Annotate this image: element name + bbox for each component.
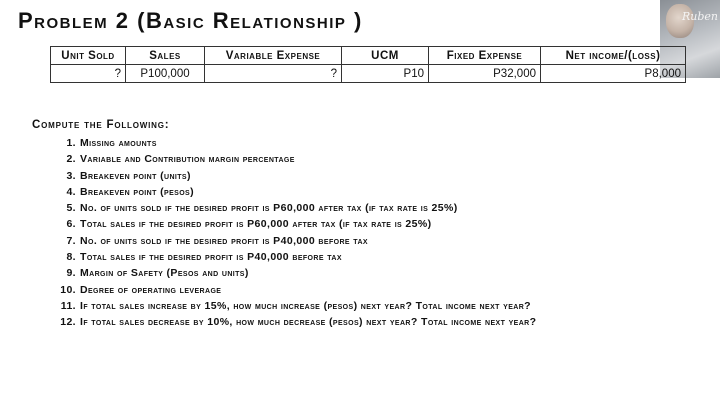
header-variable-expense: Variable Expense	[205, 47, 342, 65]
task-text: If total sales decrease by 10%, how much decrease (pesos) next year? Total income next year?	[80, 316, 537, 329]
table-header-row	[51, 47, 686, 65]
task-list	[58, 135, 698, 331]
task-number: 10.	[60, 283, 76, 296]
header-net-income: Net income/(loss)	[541, 47, 686, 65]
task-text: Breakeven point (units)	[80, 169, 191, 182]
task-text: Degree of operating leverage	[80, 283, 222, 296]
compute-heading: Compute the Following:	[32, 119, 170, 131]
list-item	[58, 233, 698, 249]
task-number: 2.	[66, 153, 76, 166]
task-text: Missing amounts	[80, 137, 157, 149]
list-item	[58, 282, 698, 298]
task-number: 12.	[60, 316, 76, 329]
list-item	[58, 265, 698, 281]
cell-variable-expense: ?	[205, 65, 342, 83]
table-row	[51, 65, 686, 83]
list-item	[58, 216, 698, 232]
task-text: No. of units sold if the desired profit is P60,000 after tax (if tax rate is 25%)	[80, 202, 458, 215]
cell-net-income: P8,000	[541, 65, 686, 83]
task-number: 5.	[66, 202, 76, 215]
list-item	[58, 151, 698, 167]
task-text: Total sales if the desired profit is P60,000 after tax (if tax rate is 25%)	[80, 218, 432, 231]
cell-ucm: P10	[342, 65, 429, 83]
list-item	[58, 314, 698, 330]
list-item	[58, 168, 698, 184]
header-ucm: UCM	[342, 47, 429, 65]
task-number: 1.	[66, 137, 76, 149]
list-item	[58, 184, 698, 200]
task-text: Margin of Safety (Pesos and units)	[80, 267, 249, 280]
list-item	[58, 200, 698, 216]
task-text: Variable and Contribution margin percentage	[80, 153, 295, 166]
list-item	[58, 135, 698, 151]
task-text: Breakeven point (pesos)	[80, 185, 195, 198]
task-text: Total sales if the desired profit is P40,000 before tax	[80, 251, 342, 264]
slide-title: Problem 2 (Basic Relationship )	[18, 8, 363, 33]
task-number: 6.	[66, 218, 76, 231]
header-unit-sold: Unit Sold	[51, 47, 126, 65]
task-number: 3.	[66, 169, 76, 182]
list-item	[58, 249, 698, 265]
cell-sales: P100,000	[126, 65, 205, 83]
task-number: 4.	[66, 185, 76, 198]
cell-fixed-expense: P32,000	[429, 65, 541, 83]
header-fixed-expense: Fixed Expense	[429, 47, 541, 65]
task-number: 9.	[66, 267, 76, 280]
problem-data-table	[50, 46, 686, 83]
task-number: 7.	[66, 234, 76, 247]
task-number: 8.	[66, 251, 76, 264]
task-text: If total sales increase by 15%, how much increase (pesos) next year? Total income next year?	[80, 299, 531, 312]
list-item	[58, 298, 698, 314]
header-sales: Sales	[126, 47, 205, 65]
cell-unit-sold: ?	[51, 65, 126, 83]
webcam-signature-text: Ruben	[682, 10, 719, 23]
task-text: No. of units sold if the desired profit is P40,000 before tax	[80, 234, 368, 247]
task-number: 11.	[60, 299, 76, 312]
